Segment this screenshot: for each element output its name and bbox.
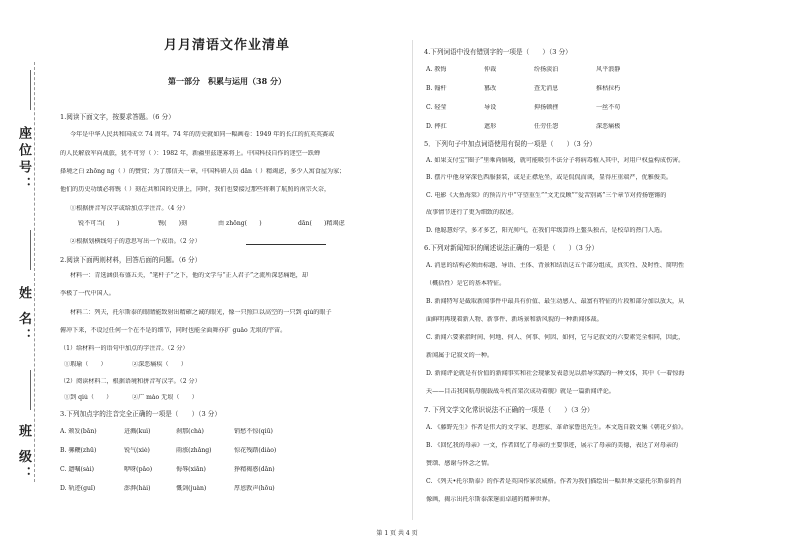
seat-number-blank[interactable] — [30, 70, 31, 110]
q3-word: 迸溅(kuì) — [124, 428, 151, 435]
binding-dashed-line — [34, 62, 35, 482]
q2-item[interactable]: ②深恶痛疾（ ） — [132, 361, 187, 368]
page-number: 第 1 页 共 4 页 — [376, 530, 418, 537]
q3-heading: 3.下列加点字的注音完全正确的一项是（ ）（3 分） — [60, 410, 221, 418]
q6-option-b[interactable]: B. 新闻特写是截取新闻事件中最具有价值、最生动感人、最富有特征的片段和部分加以放大，从 — [426, 298, 685, 305]
q6-option-a[interactable]: A. 消息的结构必须由标题、导语、主体、背景和结语这五个部分组成，真实性、及时性、简明性 — [426, 262, 685, 269]
column-divider — [412, 40, 413, 520]
binding-margin — [0, 0, 56, 544]
q4-option-b[interactable]: B. 翰杆 — [426, 85, 447, 92]
q7-option-b[interactable]: B. 《回忆我的母亲》一文，作者回忆了母亲的主要事迹，展示了母亲的美德，表达了对母亲的 — [426, 442, 679, 449]
q1-passage-line: 的人民解放军向战旅，犹不可穷（ ）：1982 年，新疆里兹逐寡将上。中国科技自作的迷空一跃蝉 — [60, 150, 321, 157]
q2-item[interactable]: ①到 qiú（ ） — [64, 394, 113, 401]
q4-word: 任劳任怨 — [534, 123, 559, 130]
q3-word: 销愁不惊(qiū) — [234, 428, 273, 435]
q6-option-d-cont: 天——目击我国航母舰载战斗机首架次成功着舰》就是一篇新闻评论。 — [426, 388, 615, 395]
q1-sub2-answer-line[interactable] — [246, 238, 326, 245]
q3-word: 厚恩敦声(hōu) — [234, 485, 275, 492]
q3-word: 慨剑(juàn) — [176, 485, 207, 492]
q2-heading: 2.阅读下面两则材料，回答后面的问题。（6 分） — [60, 256, 202, 264]
q4-word: 推枯拉朽 — [596, 85, 621, 92]
q6-option-c-cont: 新闻属于记叙文的一种。 — [426, 352, 494, 359]
q1-item[interactable]: 由 zhōng( ) — [218, 220, 262, 227]
q7-option-c-cont: 像画，揭示出托尔斯泰深邃而卓越的精神世界。 — [426, 496, 554, 503]
q3-word: 惊花残踏(diào) — [234, 447, 277, 454]
q6-option-a-cont: （概括性）是它的基本特征。 — [426, 280, 506, 287]
q1-sub2: ②根据划横线句子的意思写出一个成语。（2 分） — [70, 238, 201, 245]
q3-word: 锐气(xiè) — [124, 447, 150, 454]
q4-word: 遮形 — [484, 123, 497, 130]
q5-option-d[interactable]: D. 他聪慧好学，多才多艺，阳光帅气，在我们年级算得上鳌头独占，是校草的热门人选。 — [426, 227, 667, 234]
q4-option-d[interactable]: D. 摔扛 — [426, 123, 447, 130]
q4-word: 篡改 — [484, 85, 497, 92]
q3-word: 狰精褐惑(dān) — [234, 466, 275, 473]
student-name-label: 姓 名： — [14, 282, 33, 350]
q5-option-c-cont: 故事情节进行了更为细致的叙述。 — [426, 209, 518, 216]
q4-word: 纷扬淡泊 — [534, 66, 559, 73]
class-blank[interactable] — [30, 370, 31, 410]
q4-option-c[interactable]: C. 轻莹 — [426, 104, 447, 111]
q7-heading: 7. 下列文学文化常识说法不正确的一项是（ ）（3 分） — [424, 406, 594, 414]
q1-passage-line: 今年是中华人民共和国成立 74 周年。74 年的历史就如同一幅画卷：1949 年的长江的抗英英赛或 — [70, 131, 335, 138]
class-label: 班 级： — [14, 420, 33, 488]
q3-option-d[interactable]: D. 轨迹(guǐ) — [60, 485, 96, 492]
q4-word: 深恶痛极 — [596, 123, 621, 130]
q3-option-a[interactable]: A. 颁发(bān) — [60, 428, 97, 435]
q4-word: 抑扬顿挫 — [534, 104, 559, 111]
q3-word: 澎湃(hài) — [124, 485, 151, 492]
q5-option-b[interactable]: B. 摆片中他身穿深色西服套装，或是正襟危坐，或是侃侃而谈，显得庄重端严，优雅俊美。 — [426, 174, 673, 181]
q6-option-b-cont: 面鲜明再现着新人物、新事件、新场景和新风貌的一种新闻体裁。 — [426, 316, 603, 323]
q7-option-c[interactable]: C. 《列夫•托尔斯泰》的作者是英国作家茨威格。作者为我们描绘出一幅世界文豪托尔斯泰的肖 — [426, 478, 682, 485]
q1-item[interactable]: dān( )精竭虑 — [298, 220, 345, 227]
q2-item[interactable]: ①瑕瑜（ ） — [64, 361, 107, 368]
part-title: 第一部分 积累与运用（38 分） — [168, 76, 286, 86]
q2-sub2: （2）阅读材料二，根据语境和拼音写汉字。（2 分） — [60, 378, 201, 385]
q2-item[interactable]: ②广 mào 无垠（ ） — [132, 394, 198, 401]
q5-heading: 5．下列句子中加点词语使用有误的一项是（ ）（3 分） — [424, 140, 597, 148]
q7-option-b-cont: 赞颂、感谢与怀念之情。 — [426, 460, 494, 467]
q2-material-line: 俯冲下来，不设过任何一个在不是的细节，同时也能全面舞亦扩 guǎo 无垠的宇宙。 — [60, 327, 287, 334]
seat-number-label: 座位号： — [14, 122, 33, 198]
q1-heading: 1.阅读下面文字，按要求答题。（6 分） — [60, 113, 175, 121]
q1-passage-line: 择境之白 zhōng ng（ ）的赞赏；为了那信天一章，中国科研人员 dān（ ）精竭虑，多少人寓食屋为家； — [60, 168, 346, 175]
q4-option-a[interactable]: A. 教悔 — [426, 66, 447, 73]
q1-sub1: ①根据拼音写汉字或给加点字注音。（4 分） — [70, 205, 189, 212]
q2-material-line: 材料二：列夫，托尔斯泰的眼睛能致射出精確之诚的眼光，像一只照巨以高空的一只到 qiú的眼子 — [70, 309, 332, 316]
q2-material-line: 材料一：青选涵俱布盛五关，“笔杆子”之下，他的文学与“正人君子”之流所深恶痛绝，却 — [70, 272, 308, 279]
q6-heading: 6.下列对新闻知识的阐述说法正确的一项是（ ）（3 分） — [424, 244, 599, 252]
q3-word: 侮辱(xiān) — [176, 466, 206, 473]
q5-option-c[interactable]: C. 电影《大鱼海棠》的预告片中“守望重生”“文无反顾”“爱苦别离”三个章节对持扬铿锵的 — [426, 192, 667, 199]
q2-material-line: 李极了一代中国人。 — [60, 290, 115, 297]
q4-word: 仲裁 — [484, 66, 497, 73]
q1-item[interactable]: 镌( )刻 — [158, 220, 188, 227]
q4-word: 导设 — [484, 104, 497, 111]
q3-word: 咿呀(pǎo) — [124, 466, 153, 473]
q4-word: 查无消息 — [534, 85, 559, 92]
page-title: 月月清语文作业清单 — [163, 38, 290, 53]
q1-item[interactable]: 锐不可当( ) — [78, 220, 120, 227]
q4-heading: 4.下列词语中没有错别字的一项是（ ）（3 分） — [424, 48, 572, 56]
q1-passage-line: 他们的历史功绩必将镌（ ）刻在共和国的史册上，同时，我们也要接过那些将剩了航照的南宗火奈， — [60, 186, 331, 193]
q4-word: 一丝不苟 — [596, 104, 621, 111]
q3-word: 雨涨(zhǎng) — [176, 447, 212, 454]
q7-option-a[interactable]: A. 《藤野先生》作者是伟大的文学家、思想家、革命家鲁迅先生。本文选自散文集《朝花夕拾》。 — [426, 424, 688, 431]
q5-option-a[interactable]: A. 如果支付宝“圈子”里乘尚犒唛，就可能吸引不法分子将病毒植入其中，对用户权益构成伤害。 — [426, 157, 685, 164]
q6-option-d[interactable]: D. 新闻评论就是有价值的新闻事实和社会现象发表意见以指导实践的一种文体，其中《一着惊海 — [426, 370, 685, 377]
q2-sub1: （1）给材料一的语句中加点的字注音。（2 分） — [60, 345, 189, 352]
q4-word: 风平浪静 — [596, 66, 621, 73]
q3-option-b[interactable]: B. 骡鞭(zhū) — [60, 447, 97, 454]
q6-option-c[interactable]: C. 新闻六要素指时间、何地、何人、何事、何因、如何，它与记叙文的六要素完全相同，因此， — [426, 334, 685, 341]
student-name-blank[interactable] — [30, 230, 31, 270]
q3-option-c[interactable]: C. 遗嘱(sài) — [60, 466, 94, 473]
q3-word: 刹那(chà) — [176, 428, 204, 435]
